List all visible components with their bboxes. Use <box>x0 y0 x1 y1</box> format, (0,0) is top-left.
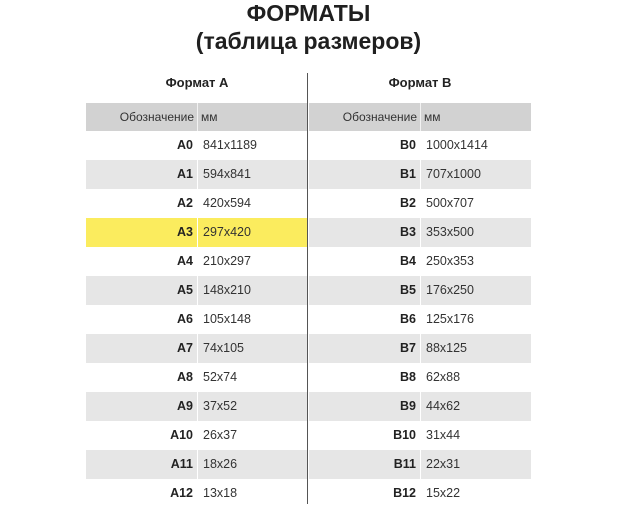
format-code: A10 <box>170 428 193 442</box>
format-size: 707x1000 <box>426 167 481 181</box>
format-code: A6 <box>177 312 193 326</box>
format-code: B0 <box>400 138 416 152</box>
cell-separator <box>197 334 198 363</box>
page-title: ФОРМАТЫ <box>246 0 371 26</box>
format-a-row-a1 <box>86 160 308 189</box>
format-code: B5 <box>400 283 416 297</box>
format-code: A4 <box>177 254 193 268</box>
format-code: B9 <box>400 399 416 413</box>
cell-separator <box>420 421 421 450</box>
format-code: B4 <box>400 254 416 268</box>
format-b-row-b1 <box>309 160 531 189</box>
format-size: 13x18 <box>203 486 238 500</box>
format-code: B7 <box>400 341 416 355</box>
cell-separator <box>197 189 198 218</box>
format-size: 297x420 <box>203 225 251 239</box>
format-b-row-b10 <box>309 421 531 450</box>
format-size: 210x297 <box>203 254 251 268</box>
format-a-row-a3 <box>86 218 308 247</box>
format-b-row-b8 <box>309 363 531 392</box>
format-size: 500x707 <box>426 196 474 210</box>
format-code: B8 <box>400 370 416 384</box>
cell-separator <box>420 247 421 276</box>
format-code: A9 <box>177 399 193 413</box>
format-code: A11 <box>170 457 193 471</box>
format-code: A1 <box>177 167 193 181</box>
format-size: 74x105 <box>203 341 245 355</box>
format-size: 420x594 <box>203 196 251 210</box>
format-b-row-b3 <box>309 218 531 247</box>
format-size: 88x125 <box>426 341 468 355</box>
format-code: A0 <box>177 138 193 152</box>
format-size: 26x37 <box>203 428 238 442</box>
format-code: B10 <box>393 428 416 442</box>
cell-separator <box>197 421 198 450</box>
cell-separator <box>197 247 198 276</box>
format-size: 176x250 <box>426 283 474 297</box>
format-size: 148x210 <box>203 283 251 297</box>
format-size: 22x31 <box>426 457 461 471</box>
format-b-row-b9 <box>309 392 531 421</box>
cell-separator <box>420 276 421 305</box>
format-b-row-b0 <box>309 131 531 160</box>
cell-separator <box>197 276 198 305</box>
column-separator <box>197 103 198 131</box>
column-header-mm: мм <box>424 110 441 124</box>
column-separator <box>420 103 421 131</box>
format-b-row-b5 <box>309 276 531 305</box>
cell-separator <box>197 392 198 421</box>
format-a-row-a9 <box>86 392 308 421</box>
table-divider <box>307 73 308 504</box>
format-a-row-a11 <box>86 450 308 479</box>
format-a-row-a0 <box>86 131 308 160</box>
format-code: A12 <box>170 486 193 500</box>
cell-separator <box>197 305 198 334</box>
format-a-row-a7 <box>86 334 308 363</box>
format-code: A5 <box>177 283 193 297</box>
format-size: 105x148 <box>203 312 251 326</box>
format-b-row-b2 <box>309 189 531 218</box>
cell-separator <box>420 450 421 479</box>
format-a-row-a8 <box>86 363 308 392</box>
cell-separator <box>420 363 421 392</box>
format-code: A7 <box>177 341 193 355</box>
cell-separator <box>420 189 421 218</box>
format-code: A8 <box>177 370 193 384</box>
format-size: 44x62 <box>426 399 461 413</box>
format-b-heading: Формат B <box>388 75 452 90</box>
format-size: 594x841 <box>203 167 251 181</box>
cell-separator <box>420 218 421 247</box>
format-size: 52x74 <box>203 370 238 384</box>
cell-separator <box>197 160 198 189</box>
format-size: 125x176 <box>426 312 474 326</box>
format-size: 18x26 <box>203 457 238 471</box>
format-code: B6 <box>400 312 416 326</box>
format-b-row-b6 <box>309 305 531 334</box>
cell-separator <box>197 131 198 160</box>
format-size: 353x500 <box>426 225 474 239</box>
format-a-row-a2 <box>86 189 308 218</box>
format-b-row-b7 <box>309 334 531 363</box>
format-size: 62x88 <box>426 370 461 384</box>
format-b-row-b4 <box>309 247 531 276</box>
format-a-heading: Формат A <box>165 75 229 90</box>
format-code: B1 <box>400 167 416 181</box>
cell-separator <box>197 450 198 479</box>
column-header-code: Обозначение <box>119 110 194 124</box>
format-code: B3 <box>400 225 416 239</box>
cell-separator <box>420 160 421 189</box>
format-size: 1000x1414 <box>426 138 488 152</box>
column-header-mm: мм <box>201 110 218 124</box>
format-a-row-a10 <box>86 421 308 450</box>
format-code: A3 <box>177 225 193 239</box>
format-code: B12 <box>393 486 416 500</box>
format-code: A2 <box>177 196 193 210</box>
format-a-row-a5 <box>86 276 308 305</box>
cell-separator <box>197 218 198 247</box>
format-size: 15x22 <box>426 486 461 500</box>
format-b-column-header <box>309 103 531 131</box>
format-a-column-header <box>86 103 308 131</box>
format-size: 250x353 <box>426 254 474 268</box>
cell-separator <box>197 363 198 392</box>
format-code: B11 <box>393 457 416 471</box>
cell-separator <box>420 131 421 160</box>
format-b-row-b11 <box>309 450 531 479</box>
format-size: 841x1189 <box>203 138 257 152</box>
format-size: 31x44 <box>426 428 461 442</box>
cell-separator <box>420 392 421 421</box>
format-code: B2 <box>400 196 416 210</box>
page-subtitle: (таблица размеров) <box>195 28 422 54</box>
format-a-row-a4 <box>86 247 308 276</box>
cell-separator <box>420 305 421 334</box>
format-size: 37x52 <box>203 399 238 413</box>
cell-separator <box>420 334 421 363</box>
column-header-code: Обозначение <box>342 110 417 124</box>
format-a-row-a6 <box>86 305 308 334</box>
